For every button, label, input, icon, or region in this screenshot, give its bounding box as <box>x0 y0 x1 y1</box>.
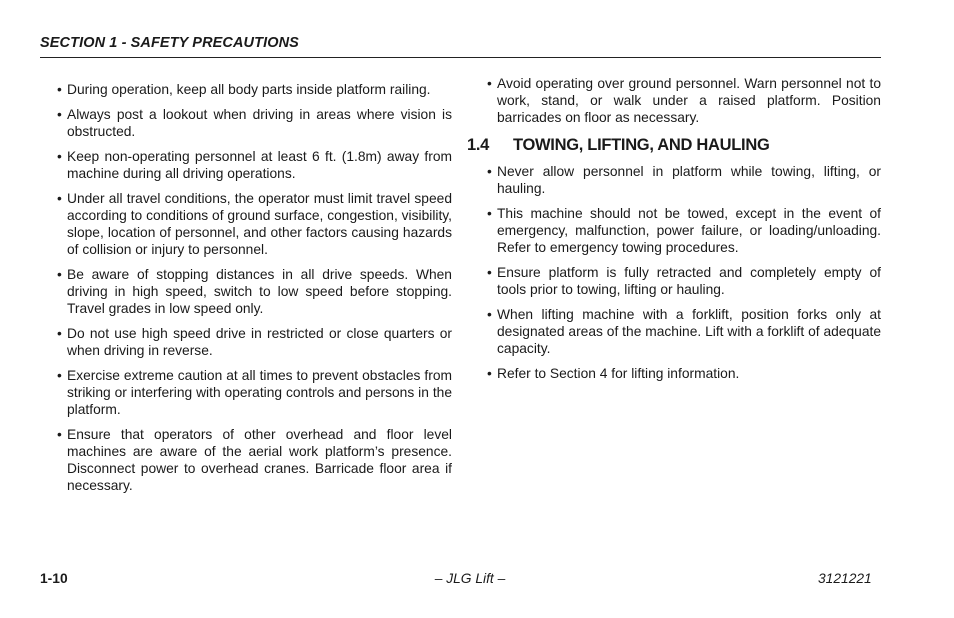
header-divider <box>40 57 881 58</box>
list-item: • Never allow personnel in platform while towing, lifting, or hauling. <box>487 163 881 197</box>
list-item: • Do not use high speed drive in restricted or close quarters or when driving in reverse. <box>57 325 452 359</box>
document-number: 3121221 <box>818 571 872 586</box>
left-column <box>57 81 452 502</box>
list-item: • Exercise extreme caution at all times to prevent obstacles from striking or interfering with operating controls and persons in the platform. <box>57 367 452 418</box>
list-item: • When lifting machine with a forklift, position forks only at designated areas of the machine. Lift with a forklift of adequate capacity. <box>487 306 881 357</box>
footer-publisher: – JLG Lift – <box>434 571 506 586</box>
list-item: • Ensure platform is fully retracted and completely empty of tools prior to towing, lifting or hauling. <box>487 264 881 298</box>
right-column <box>467 75 881 390</box>
section-heading <box>467 137 881 154</box>
list-item: • This machine should not be towed, except in the event of emergency, malfunction, power failure, or loading/unloading. Refer to emergency towing procedures. <box>487 205 881 256</box>
list-item: • Be aware of stopping distances in all drive speeds. When driving in high speed, switch to low speed before stopping. Travel grades in low speed only. <box>57 266 452 317</box>
list-item: • Always post a lookout when driving in areas where vision is obstructed. <box>57 106 452 140</box>
left-bullet-list <box>57 81 452 494</box>
section-title: TOWING, LIFTING, AND HAULING <box>513 136 770 154</box>
list-item: • Keep non-operating personnel at least 6 ft. (1.8m) away from machine during all driving operations. <box>57 148 452 182</box>
list-item: • During operation, keep all body parts inside platform railing. <box>57 81 452 98</box>
page-number: 1-10 <box>40 571 68 586</box>
list-item: • Avoid operating over ground personnel. Warn personnel not to work, stand, or walk under a raised platform. Position barricades on floor as necessary. <box>487 75 881 126</box>
list-item: • Under all travel conditions, the operator must limit travel speed according to conditions of ground surface, congestion, visibility, slope, location of personnel, and other factors causing hazards of collision or injury to personnel. <box>57 190 452 258</box>
section-bullet-list <box>487 163 881 382</box>
section-number: 1.4 <box>467 136 490 154</box>
list-item: • Ensure that operators of other overhead and floor level machines are aware of the aerial work platform’s presence. Disconnect power to overhead cranes. Barricade floor area if necessary. <box>57 426 452 494</box>
right-top-bullet-list <box>487 75 881 126</box>
list-item: • Refer to Section 4 for lifting information. <box>487 365 881 382</box>
section-header: SECTION 1 - SAFETY PRECAUTIONS <box>40 35 299 51</box>
